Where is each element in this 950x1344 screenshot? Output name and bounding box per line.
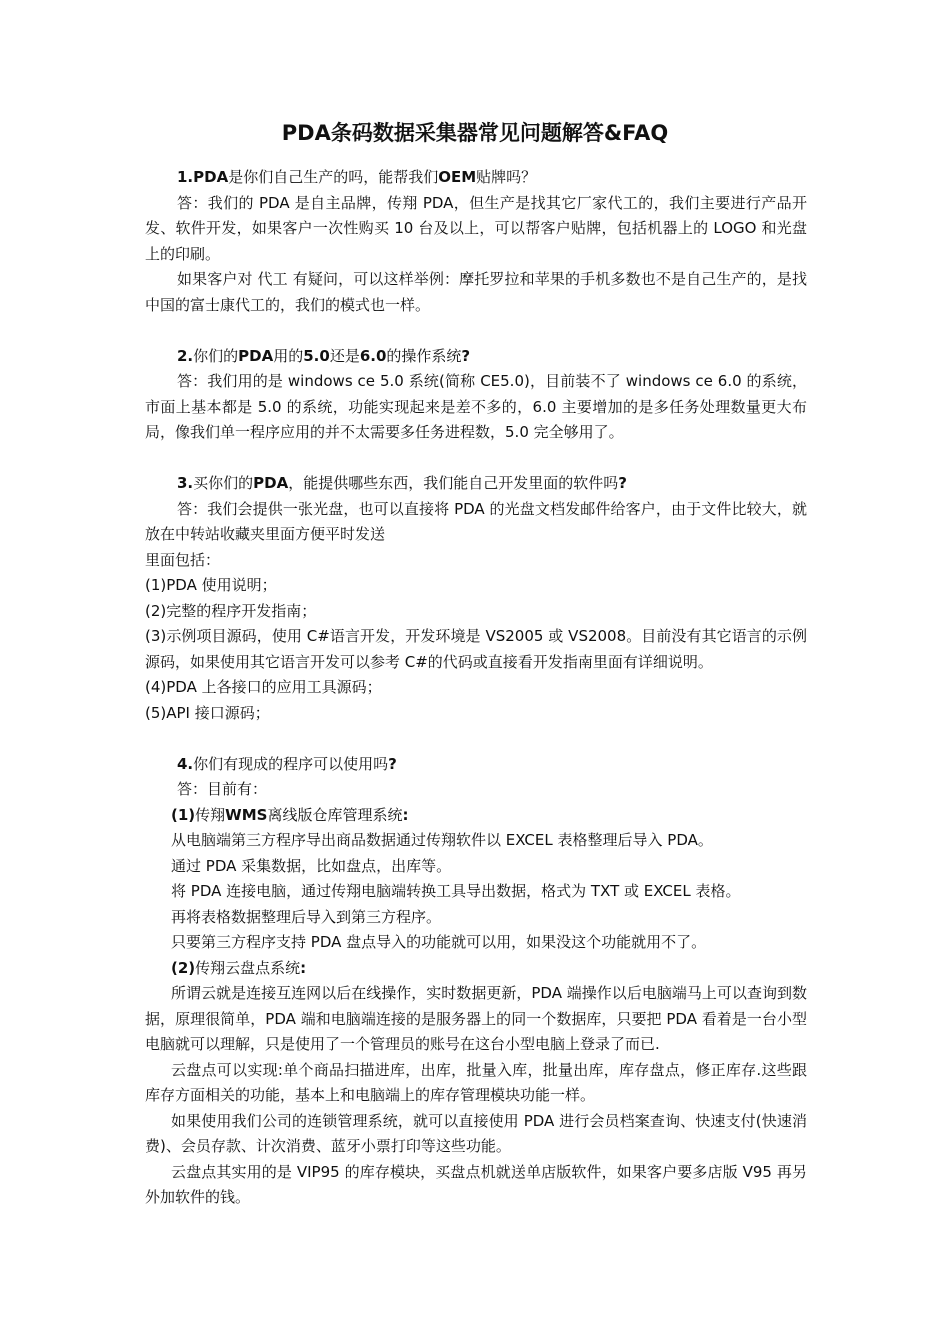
answer-4-intro: 答：目前有：: [177, 780, 268, 798]
subsection-number: (1): [171, 805, 196, 824]
subsection-1-line: 将 PDA 连接电脑，通过传翔电脑端转换工具导出数据，格式为 TXT 或 EXCEL 表格。: [171, 882, 741, 900]
question-number: 2.: [177, 346, 194, 365]
subsection-2-paragraph: 云盘点其实用的是 VIP95 的库存模块，买盘点机就送单店版软件，如果客户要多店版 V95 再另外加软件的钱。: [145, 1162, 807, 1206]
question-2: [145, 344, 807, 370]
subsection-1-line: 从电脑端第三方程序导出商品数据通过传翔软件以 EXCEL 表格整理后导入 PDA。: [171, 831, 713, 849]
question-number: 1.: [177, 168, 194, 186]
list-item: (2)完整的程序开发指南；: [145, 601, 317, 620]
list-item: (3)示例项目源码，使用 C#语言开发，开发环境是 VS2005 或 VS2008。目前没有其它语言的示例源码，如果使用其它语言开发可以参考 C#的代码或直接看开发指南里面有详细说明。: [145, 627, 807, 671]
subsection-text-segment: :: [402, 805, 409, 824]
list-item: (1)PDA 使用说明；: [145, 576, 277, 594]
subsection-text-segment: WMS: [225, 805, 268, 824]
question-text-segment: PDA: [253, 474, 289, 492]
list-item: (5)API 接口源码；: [145, 703, 270, 722]
question-text-segment: ?: [618, 474, 627, 492]
question-text-segment: 是你们自己生产的吗，能帮我们: [228, 168, 439, 186]
question-text-segment: 的操作系统: [386, 346, 462, 365]
list-item: (4)PDA 上各接口的应用工具源码；: [145, 678, 382, 696]
answer-1-paragraph: 如果客户对 代工 有疑问，可以这样举例：摩托罗拉和苹果的手机多数也不是自己生产的，是找中国的富士康代工的，我们的模式也一样。: [145, 270, 807, 314]
question-text-segment: PDA: [238, 346, 274, 365]
subsection-2-paragraph: 所谓云就是连接互连网以后在线操作，实时数据更新，PDA 端操作以后电脑端马上可以查询到数据，原理很简单，PDA 端和电脑端连接的是服务器上的同一个数据库，只要把 PDA 看着是一台小型电脑就可以理解，只是使用了一个管理员的账号在这台小型电脑上登录了而已.: [145, 984, 807, 1053]
question-text-segment: 5.0: [303, 346, 330, 365]
question-1: [145, 165, 807, 191]
subsection-number: (2): [171, 958, 196, 977]
subsection-text-segment: 传翔云盘点系统: [195, 958, 301, 977]
includes-label: 里面包括：: [145, 550, 221, 569]
subsection-1-line: 只要第三方程序支持 PDA 盘点导入的功能就可以用，如果没这个功能就用不了。: [171, 933, 707, 951]
subsection-1-line: 再将表格数据整理后导入到第三方程序。: [171, 907, 442, 926]
question-text-segment: 还是: [329, 346, 360, 365]
question-text-segment: ?: [388, 754, 397, 773]
question-text-segment: 贴牌吗？: [476, 168, 537, 186]
document-body: [145, 165, 807, 1211]
page-title: PDA条码数据采集器常见问题解答&FAQ: [281, 121, 669, 145]
answer-3-paragraph: 答：我们会提供一张光盘，也可以直接将 PDA 的光盘文档发邮件给客户，由于文件比较大，就放在中转站收藏夹里面方便平时发送: [145, 499, 807, 543]
question-text-segment: 你们有现成的程序可以使用吗: [193, 754, 389, 773]
paragraph-gap: [145, 446, 807, 472]
answer-2-paragraph: 答：我们用的是 windows ce 5.0 系统(简称 CE5.0)，目前装不了 windows ce 6.0 的系统，市面上基本都是 5.0 的系统，功能实现起来是差不多的，6.0 主要增加的是多任务处理数量更大布局，像我们单一程序应用的并不太需要多任务进程数，5.0 完全够用了。: [145, 372, 807, 441]
question-text-segment: 你们的: [193, 346, 239, 365]
question-text-segment: 用的: [273, 346, 304, 365]
subsection-text-segment: 传翔: [195, 805, 226, 824]
question-text-segment: PDA: [193, 168, 229, 186]
question-text-segment: 6.0: [359, 346, 387, 365]
subsection-2-paragraph: 如果使用我们公司的连锁管理系统，就可以直接使用 PDA 进行会员档案查询、快速支付(快速消费)、会员存款、计次消费、蓝牙小票打印等这些功能。: [145, 1111, 807, 1155]
subsection-text-segment: 离线版仓库管理系统: [267, 805, 403, 824]
subsection-1-heading: [145, 803, 807, 829]
paragraph-gap: [145, 318, 807, 344]
answer-1-paragraph: 答：我们的 PDA 是自主品牌，传翔 PDA，但生产是找其它厂家代工的，我们主要进行产品开发、软件开发，如果客户一次性购买 10 台及以上，可以帮客户贴牌，包括机器上的 LOGO 和光盘上的印刷。: [145, 193, 807, 263]
question-text-segment: ，能提供哪些东西，我们能自己开发里面的软件吗: [288, 474, 619, 492]
question-number: 3.: [177, 474, 194, 492]
question-text-segment: ?: [461, 346, 471, 365]
question-text-segment: OEM: [438, 168, 477, 186]
question-3: [145, 471, 807, 497]
paragraph-gap: [145, 726, 807, 752]
subsection-1-line: 通过 PDA 采集数据，比如盘点，出库等。: [171, 856, 452, 875]
subsection-2-paragraph: 云盘点可以实现:单个商品扫描进库，出库，批量入库，批量出库，库存盘点，修正库存.这些跟库存方面相关的功能，基本上和电脑端上的库存管理模块功能一样。: [145, 1060, 807, 1104]
question-number: 4.: [177, 754, 194, 773]
subsection-2-heading: [145, 956, 807, 982]
subsection-text-segment: :: [300, 958, 307, 977]
question-text-segment: 买你们的: [193, 474, 254, 492]
question-4: [145, 752, 807, 778]
